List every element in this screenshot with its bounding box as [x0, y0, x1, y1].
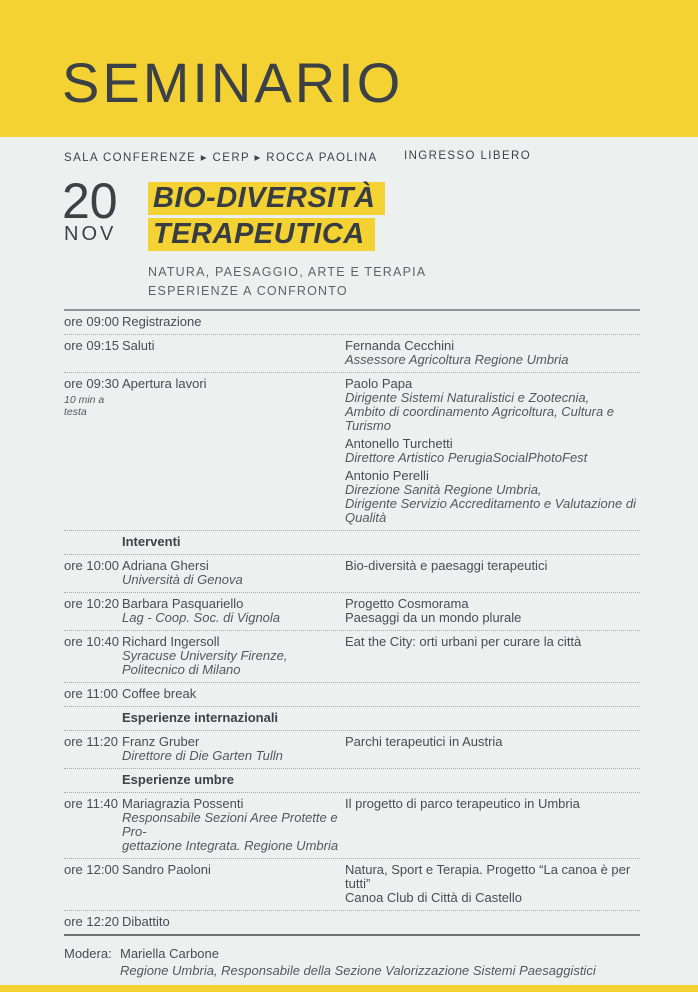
speaker-line: Università di Genova [122, 572, 243, 587]
schedule-row [64, 631, 640, 683]
schedule-content [64, 309, 640, 979]
speaker-line: Adriana Ghersi [122, 558, 209, 573]
time-label: ore 12:00 [64, 862, 119, 877]
topic-block [345, 597, 640, 625]
time-cell [64, 687, 122, 701]
schedule-table [64, 309, 640, 936]
speaker-line: Mariagrazia Possenti [122, 796, 244, 811]
speaker-cell [122, 597, 345, 625]
topic-cell [345, 687, 640, 701]
topic-line: Fernanda Cecchini [345, 338, 455, 353]
time-cell [64, 339, 122, 367]
schedule-row [64, 335, 640, 373]
speaker-cell [122, 377, 345, 525]
topic-block [345, 469, 640, 525]
moderator-name: Mariella Carbone [120, 946, 219, 961]
time-label: ore 09:30 [64, 376, 119, 391]
topic-line: Dirigente Servizio Accreditamento e Valutazione di Qualità [345, 496, 636, 525]
time-label: ore 09:00 [64, 314, 119, 329]
moderator-label: Modera: [64, 946, 112, 961]
schedule-row [64, 373, 640, 531]
topic-line: Direttore Artistico PerugiaSocialPhotoFest [345, 450, 588, 465]
speaker-cell [122, 559, 345, 587]
section-label: Esperienze internazionali [122, 710, 279, 725]
time-cell [64, 915, 122, 929]
speaker-cell [122, 635, 345, 677]
speaker-line: Coffee break [122, 686, 197, 701]
section-label: Esperienze umbre [122, 772, 234, 787]
schedule-row [64, 731, 640, 769]
topic-line: Bio-diversità e paesaggi terapeutici [345, 558, 548, 573]
section-row [64, 769, 640, 793]
time-cell [64, 797, 122, 853]
speaker-line: Syracuse University Firenze, [122, 648, 288, 663]
topic-line: Natura, Sport e Terapia. Progetto “La canoa è per tutti” [345, 862, 631, 891]
schedule-row [64, 859, 640, 911]
topic-cell [345, 915, 640, 929]
time-note [64, 394, 122, 418]
topic-line: Assessore Agricoltura Regione Umbria [345, 352, 569, 367]
time-note-line: 10 min a [64, 394, 105, 406]
topic-cell [345, 597, 640, 625]
time-cell [64, 597, 122, 625]
speaker-line: Lag - Coop. Soc. di Vignola [122, 610, 281, 625]
speaker-cell [122, 797, 345, 853]
time-cell [64, 559, 122, 587]
time-label: ore 10:40 [64, 634, 119, 649]
topic-block [345, 797, 640, 811]
topic-line: Ambito di coordinamento Agricoltura, Cultura e Turismo [345, 404, 615, 433]
section-row [64, 531, 640, 555]
schedule-row [64, 311, 640, 335]
topic-line: Antonello Turchetti [345, 436, 453, 451]
topic-line: Il progetto di parco terapeutico in Umbria [345, 796, 580, 811]
topic-cell [345, 315, 640, 329]
speaker-line: Saluti [122, 338, 155, 353]
time-label: ore 11:40 [64, 796, 118, 811]
topic-block [345, 437, 640, 465]
speaker-line: gettazione Integrata. Regione Umbria [122, 838, 339, 853]
event-title-line1: BIO-DIVERSITÀ [148, 182, 385, 215]
section-row [64, 707, 640, 731]
speaker-cell [122, 339, 345, 367]
topic-block [345, 635, 640, 649]
topic-line: Eat the City: orti urbani per curare la città [345, 634, 582, 649]
topic-block [345, 735, 640, 749]
topic-line: Dirigente Sistemi Naturalistici e Zootecnia, [345, 390, 590, 405]
speaker-cell [122, 315, 345, 329]
time-label: ore 11:20 [64, 734, 118, 749]
time-cell [64, 635, 122, 677]
section-label: Interventi [122, 534, 181, 549]
time-cell [64, 315, 122, 329]
moderator [64, 945, 640, 979]
time-label: ore 10:20 [64, 596, 119, 611]
topic-line: Direzione Sanità Regione Umbria, [345, 482, 542, 497]
schedule-row [64, 593, 640, 631]
topic-line: Paesaggi da un mondo plurale [345, 610, 522, 625]
info-row [0, 150, 698, 166]
topic-line: Parchi terapeutici in Austria [345, 734, 503, 749]
time-label: ore 11:00 [64, 686, 118, 701]
topic-cell [345, 377, 640, 525]
speaker-line: Politecnico di Milano [122, 662, 241, 677]
topic-line: Paolo Papa [345, 376, 413, 391]
topic-block [345, 863, 640, 905]
speaker-line: Registrazione [122, 314, 202, 329]
topic-cell [345, 797, 640, 853]
speaker-cell [122, 687, 345, 701]
speaker-line: Franz Gruber [122, 734, 200, 749]
poster-title: SEMINARIO [62, 51, 404, 114]
admission-text: INGRESSO LIBERO [404, 150, 532, 162]
speaker-line: Barbara Pasquariello [122, 596, 244, 611]
topic-block [345, 339, 640, 367]
time-cell-empty [64, 773, 122, 787]
event-subtitle [148, 263, 426, 301]
topic-line: Antonio Perelli [345, 468, 429, 483]
schedule-row [64, 911, 640, 936]
topic-block [345, 559, 640, 573]
speaker-cell [122, 735, 345, 763]
schedule-row [64, 555, 640, 593]
schedule-row [64, 793, 640, 859]
event-subtitle-line1: NATURA, PAESAGGIO, ARTE E TERAPIA [148, 265, 427, 279]
topic-line: Progetto Cosmorama [345, 596, 469, 611]
event-title-block [148, 182, 426, 301]
speaker-line: Responsabile Sezioni Aree Protette e Pro- [122, 810, 338, 839]
time-label: ore 10:00 [64, 558, 119, 573]
event-title-line2: TERAPEUTICA [148, 218, 375, 251]
speaker-line: Sandro Paoloni [122, 862, 211, 877]
time-label: ore 12:20 [64, 914, 119, 929]
time-cell [64, 377, 122, 525]
time-cell [64, 863, 122, 905]
topic-cell [345, 863, 640, 905]
time-cell [64, 735, 122, 763]
event-day: 20 [62, 173, 118, 229]
topic-cell [345, 735, 640, 763]
topic-cell [345, 339, 640, 367]
speaker-line: Dibattito [122, 914, 170, 929]
speaker-cell [122, 915, 345, 929]
speaker-cell [122, 863, 345, 905]
time-cell-empty [64, 535, 122, 549]
topic-cell [345, 559, 640, 587]
speaker-line: Direttore di Die Garten Tulln [122, 748, 283, 763]
speaker-line: Apertura lavori [122, 376, 207, 391]
time-note-line: testa [64, 406, 87, 418]
moderator-role: Regione Umbria, Responsabile della Sezione Valorizzazione Sistemi Paesaggistici [120, 963, 596, 978]
speaker-line: Richard Ingersoll [122, 634, 220, 649]
topic-line: Canoa Club di Città di Castello [345, 890, 523, 905]
moderator-info [120, 945, 596, 979]
topic-cell [345, 635, 640, 677]
schedule-row [64, 683, 640, 707]
topic-block [345, 377, 640, 433]
venue-text: SALA CONFERENZE ▸ CERP ▸ ROCCA PAOLINA [64, 152, 378, 164]
event-month: NOV [64, 223, 117, 245]
event-subtitle-line2: ESPERIENZE A CONFRONTO [148, 284, 348, 298]
footer-band [0, 985, 698, 992]
time-cell-empty [64, 711, 122, 725]
time-label: ore 09:15 [64, 338, 119, 353]
